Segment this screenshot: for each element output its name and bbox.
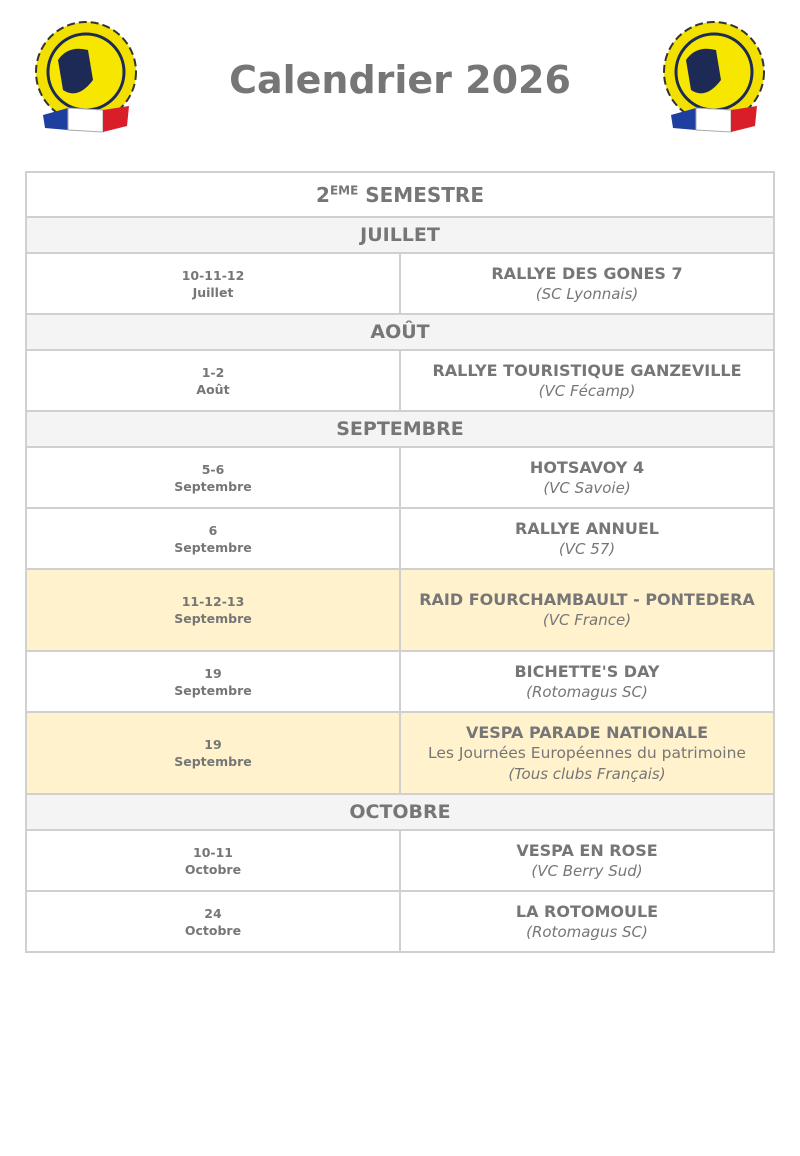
month-header: JUILLET <box>26 217 774 253</box>
event-row <box>26 508 774 569</box>
month-row <box>26 314 774 350</box>
event-name: RALLYE DES GONES 7 <box>491 263 683 283</box>
event-details <box>400 447 774 508</box>
event-name: RAID FOURCHAMBAULT - PONTEDERA <box>419 590 755 609</box>
month-header: AOÛT <box>26 314 774 350</box>
event-organizer: (VC 57) <box>558 539 616 558</box>
event-month: Octobre <box>184 922 242 938</box>
event-month: Septembre <box>174 478 252 494</box>
event-date <box>26 447 400 508</box>
event-month: Septembre <box>174 754 252 769</box>
event-details <box>400 830 774 891</box>
page-title: Calendrier 2026 <box>229 58 571 102</box>
event-details <box>400 891 774 952</box>
event-name: VESPA EN ROSE <box>516 840 658 860</box>
event-organizer: (Rotomagus SC) <box>526 682 648 701</box>
event-days: 5-6 <box>201 461 225 477</box>
event-organizer: (VC Savoie) <box>543 478 631 497</box>
event-name: VESPA PARADE NATIONALE <box>465 722 709 742</box>
semester-number: 2 <box>316 182 330 207</box>
semester-header <box>26 172 774 217</box>
event-days: 10-11 <box>193 844 233 860</box>
event-row <box>26 651 774 712</box>
event-month: Octobre <box>184 861 242 877</box>
event-row <box>26 569 774 651</box>
event-month: Septembre <box>174 539 252 555</box>
event-month: Juillet <box>192 284 234 300</box>
event-name: HOTSAVOY 4 <box>529 457 645 477</box>
event-row <box>26 253 774 314</box>
event-organizer: (Rotomagus SC) <box>526 922 648 941</box>
month-row <box>26 794 774 830</box>
event-days: 24 <box>204 905 222 921</box>
event-row <box>26 350 774 411</box>
semester-suffix: EME <box>329 182 359 197</box>
event-details <box>400 508 774 569</box>
event-row <box>26 447 774 508</box>
event-details <box>400 350 774 411</box>
event-name: LA ROTOMOULE <box>515 901 659 921</box>
event-details <box>400 253 774 314</box>
event-date <box>26 253 400 314</box>
event-month: Septembre <box>174 682 252 698</box>
event-days: 11-12-13 <box>181 594 245 609</box>
event-month: Août <box>196 381 230 397</box>
event-days: 19 <box>204 737 222 752</box>
event-month: Septembre <box>174 611 252 626</box>
month-header: OCTOBRE <box>26 794 774 830</box>
month-row <box>26 217 774 253</box>
event-name: BICHETTE'S DAY <box>514 661 660 681</box>
event-name: RALLYE TOURISTIQUE GANZEVILLE <box>432 360 742 380</box>
event-details <box>400 651 774 712</box>
event-row <box>26 891 774 952</box>
event-days: 1-2 <box>201 364 225 380</box>
event-date <box>26 508 400 569</box>
event-organizer: (VC France) <box>542 611 632 629</box>
event-days: 10-11-12 <box>181 267 245 283</box>
event-name: RALLYE ANNUEL <box>515 518 659 538</box>
event-date <box>26 350 400 411</box>
event-date <box>26 830 400 891</box>
event-organizer: (Tous clubs Français) <box>508 764 666 783</box>
event-date <box>26 651 400 712</box>
calendar-table <box>25 171 775 953</box>
event-row <box>26 830 774 891</box>
event-details <box>400 712 774 794</box>
semester-label: SEMESTRE <box>358 182 484 207</box>
event-details <box>400 569 774 651</box>
event-days: 6 <box>208 522 218 538</box>
event-row <box>26 712 774 794</box>
event-organizer: (SC Lyonnais) <box>535 284 639 303</box>
event-organizer: (VC Fécamp) <box>538 381 636 400</box>
event-subtitle: Les Journées Européennes du patrimoine <box>428 743 746 762</box>
event-organizer: (VC Berry Sud) <box>531 861 643 880</box>
event-date <box>26 569 400 651</box>
event-date <box>26 891 400 952</box>
event-days: 19 <box>204 665 222 681</box>
month-row <box>26 411 774 447</box>
event-date <box>26 712 400 794</box>
month-header: SEPTEMBRE <box>26 411 774 447</box>
